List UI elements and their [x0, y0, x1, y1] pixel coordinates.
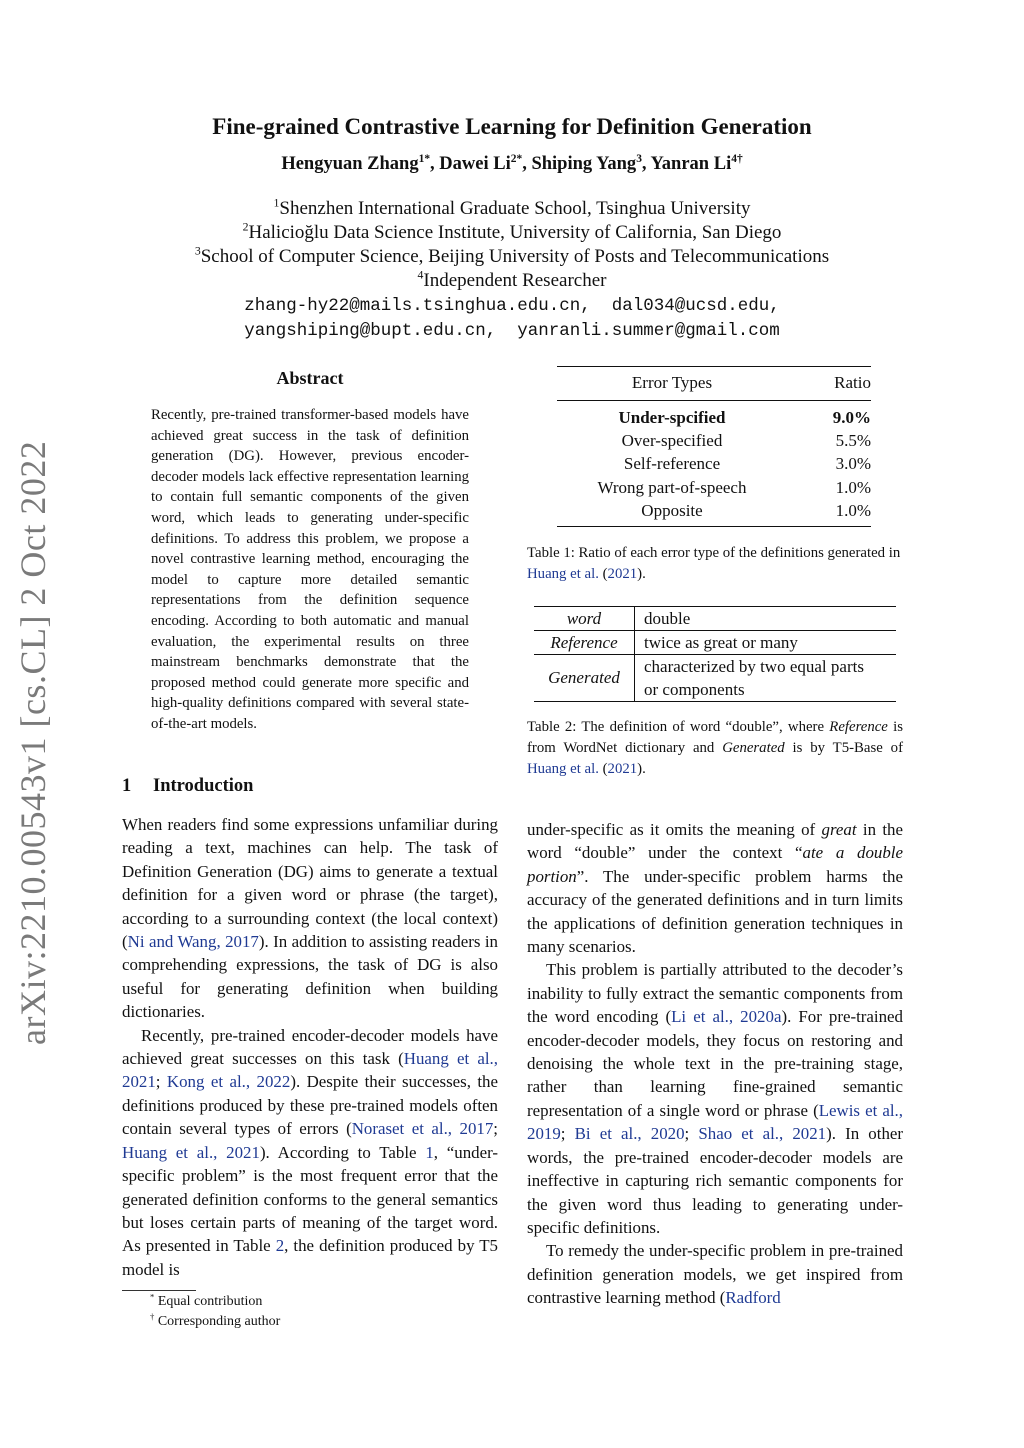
author-name: Dawei Li — [439, 154, 511, 174]
column-header: Error Types — [557, 367, 787, 401]
author-name: Shiping Yang — [531, 154, 637, 174]
email-text: zhang-hy22@mails.tsinghua.edu.cn, dal034@ucsd.edu, — [244, 296, 780, 316]
footnote — [122, 1312, 280, 1332]
table-row — [557, 429, 871, 452]
text-run: ; — [493, 1119, 498, 1139]
ratio-cell: 3.0% — [835, 454, 871, 474]
citation-link[interactable]: Lewis et al., 2019 — [527, 1100, 903, 1144]
email-text: yangshiping@bupt.edu.cn, yanranli.summer@gmail.com — [244, 321, 780, 341]
author-mark: 1* — [418, 152, 431, 165]
text-run: ). According to Table — [259, 1142, 426, 1162]
text-run: is from WordNet dictionary and — [527, 719, 903, 756]
error-type-cell: Wrong part-of-speech — [597, 477, 747, 497]
affiliation-text: School of Computer Science, Beijing University of Posts and Telecommunications — [200, 246, 830, 267]
arxiv-identifier: arXiv:2210.00543v1 [cs.CL] 2 Oct 2022 — [13, 440, 53, 1045]
text-run: , the definition produced by T5 model is — [122, 1236, 499, 1279]
author-mark: 3 — [636, 152, 642, 165]
section-heading — [122, 776, 253, 797]
citation-link[interactable]: Radford — [725, 1288, 781, 1308]
text-run: Generated — [722, 740, 785, 756]
section-title: Introduction — [153, 776, 254, 796]
left-column-body — [122, 813, 498, 1281]
paper-title: Fine-grained Contrastive Learning for Definition Generation — [212, 114, 812, 139]
paragraph — [122, 1024, 498, 1281]
row-key-cell: word — [534, 607, 635, 631]
text-run: Recently, pre-trained encoder-decoder models have achieved great successes on this task ( — [122, 1025, 498, 1069]
text-run: ( — [598, 566, 608, 582]
table-ref-link[interactable]: 2 — [275, 1236, 285, 1256]
affiliation-text: Halicioğlu Data Science Institute, University of California, San Diego — [248, 222, 782, 243]
text-run: ; — [560, 1124, 575, 1144]
affiliation — [0, 198, 1024, 220]
row-value-cell — [635, 655, 897, 702]
text-run: ). In other words, the pre-trained encoder-decoder models are ineffective in capturing rich semantic components for the given word thus leading to generating under-specific definitions. — [527, 1124, 904, 1237]
table1-caption — [527, 543, 903, 585]
text-run: is by T5-Base of — [784, 740, 903, 756]
text-run: When readers find some expressions unfamiliar during reading a text, machines can help. The task of Definition Generation (DG) aims to generate a textual definition for a given word or phrase (the target), according to a surrounding context (the local context) ( — [122, 815, 498, 952]
affiliation-text: Shenzhen International Graduate School, Tsinghua University — [279, 198, 751, 219]
paragraph — [527, 958, 903, 1239]
text-run: great — [821, 820, 857, 839]
table-row — [557, 500, 871, 527]
citation-link[interactable]: Li et al., 2020a — [671, 1007, 782, 1027]
text-run: ). Despite their successes, the definitions produced by these pre-trained models often contain several types of errors ( — [122, 1072, 499, 1139]
author-name: Yanran Li — [650, 154, 732, 174]
text-run: This problem is partially attributed to the decoder’s inability to fully extract the semantic components from the word encoding ( — [527, 960, 903, 1027]
affiliation-mark: 3 — [194, 244, 201, 258]
error-type-table — [557, 366, 871, 527]
text-run: , “under-specific problem” is the most frequent error that the generated definition conforms to the general semantics but loses certain parts of meaning of the target word. As presented in Table — [122, 1142, 498, 1256]
ratio-cell: 1.0% — [787, 500, 871, 527]
affiliation — [0, 270, 1024, 292]
table-row — [534, 607, 896, 631]
text-run: ). — [637, 566, 646, 582]
author-separator: , — [522, 154, 532, 174]
error-type-cell: Over-specified — [621, 431, 723, 451]
definition-example-table — [534, 606, 896, 702]
text-run: ). For pre-trained encoder-decoder models, they focus on restoring and denoising the whole text in the pre-training stage, rather than learning fine-grained semantic representation of a single word or phrase ( — [527, 1007, 903, 1120]
author-name: Hengyuan Zhang — [281, 154, 419, 174]
citation-link[interactable]: Bi et al., 2020 — [574, 1124, 685, 1144]
text-run: Reference — [829, 719, 888, 735]
table-header-row — [557, 367, 871, 401]
affiliation-mark: 4 — [417, 268, 424, 282]
footnote-text: Equal contribution — [157, 1294, 263, 1309]
ratio-cell: 1.0% — [835, 477, 871, 497]
table-row — [534, 655, 896, 702]
ratio-cell: 9.0% — [832, 407, 871, 427]
table2-caption — [527, 717, 903, 780]
text-run: in the word “double” under the context “ — [527, 820, 904, 863]
text-run: ”. The under-specific problem harms the accuracy of the generated definitions and in turn limits the applications of definition generation techniques in many scenarios. — [527, 866, 903, 957]
citation-link[interactable]: Ni and Wang, 2017 — [127, 932, 259, 952]
error-type-cell: Self-reference — [623, 454, 721, 474]
citation-link[interactable]: Kong et al., 2022 — [166, 1072, 291, 1092]
author-list — [0, 154, 1024, 175]
table-row — [534, 631, 896, 655]
row-value-cell: double — [635, 607, 897, 631]
row-key-cell: Generated — [534, 655, 635, 702]
author-mark: 4† — [731, 152, 743, 165]
citation-link[interactable]: Huang et al., 2021 — [122, 1049, 498, 1092]
citation-link[interactable]: Huang et al., 2021 — [122, 1142, 260, 1162]
author-mark: 2* — [510, 152, 523, 165]
row-key-cell: Reference — [534, 631, 635, 655]
text-run: under-specific as it omits the meaning of — [527, 820, 822, 839]
table-row — [557, 476, 871, 499]
right-column-body — [527, 818, 903, 1310]
text-run: ( — [598, 761, 608, 777]
section-number: 1 — [122, 776, 132, 796]
value-line: characterized by two equal parts — [644, 657, 864, 676]
email-line — [0, 321, 1024, 341]
row-value-cell: twice as great or many — [635, 631, 897, 655]
abstract-heading: Abstract — [276, 368, 344, 388]
text-run: Table 2: The definition of word “double”, where — [527, 719, 830, 735]
email-line — [0, 296, 1024, 316]
text-run: ; — [684, 1124, 699, 1144]
text-run: ; — [155, 1072, 167, 1092]
citation-link[interactable]: Noraset et al., 2017 — [351, 1119, 494, 1139]
footnote-rule — [122, 1290, 196, 1291]
table-ref-link[interactable]: 1 — [425, 1142, 434, 1162]
affiliation-mark: 2 — [242, 220, 249, 234]
paragraph — [122, 813, 498, 1024]
paragraph — [527, 818, 903, 958]
citation-link[interactable]: 2021 — [607, 761, 638, 777]
text-run: To remedy the under-specific problem in pre-trained definition generation models, we get inspired from contrastive learning method ( — [527, 1241, 903, 1308]
affiliation — [0, 246, 1024, 268]
ratio-cell: 5.5% — [835, 431, 871, 451]
column-header: Ratio — [787, 367, 871, 401]
footnote-text: Corresponding author — [157, 1313, 281, 1329]
text-run: ate a double portion — [527, 843, 903, 886]
table-row — [557, 401, 871, 430]
footnotes — [122, 1292, 280, 1331]
affiliation-mark: 1 — [273, 196, 280, 210]
affiliation — [0, 222, 1024, 244]
footnote-mark: † — [150, 1310, 155, 1321]
value-line: or components — [644, 680, 745, 699]
author-separator: , — [641, 154, 651, 174]
text-run: ). In addition to assisting readers in comprehending expressions, the task of DG is also useful for generating definition when building dictionaries. — [122, 932, 498, 1022]
paragraph — [527, 1239, 903, 1309]
abstract-text: Recently, pre-trained transformer-based models have achieved great success in the task of definition generation (DG). However, previous encoder-decoder models lack effective representation learning to contain full semantic components of the given word, which leads to generating under-specific definitions. To address this problem, we propose a novel contrastive learning method, encouraging the model to capture more detailed semantic representations from the definition sequence encoding. According to both automatic and manual evaluation, the experimental results on three mainstream benchmarks demonstrate that the proposed method could generate more specific and high-quality definitions compared with several state-of-the-art models. — [151, 407, 469, 732]
affiliation-text: Independent Researcher — [423, 270, 607, 291]
text-run: ). — [637, 761, 646, 777]
error-type-cell: Opposite — [557, 500, 787, 527]
citation-link[interactable]: Huang et al. — [527, 566, 599, 582]
footnote-mark: * — [150, 1291, 155, 1302]
citation-link[interactable]: Huang et al. — [527, 761, 599, 777]
citation-link[interactable]: 2021 — [607, 566, 638, 582]
error-type-cell: Under-spcified — [618, 407, 726, 427]
text-run: Table 1: Ratio of each error type of the definitions generated in — [527, 545, 901, 561]
author-separator: , — [430, 154, 440, 174]
footnote — [122, 1292, 280, 1312]
citation-link[interactable]: Shao et al., 2021 — [698, 1124, 827, 1144]
table-row — [557, 453, 871, 476]
